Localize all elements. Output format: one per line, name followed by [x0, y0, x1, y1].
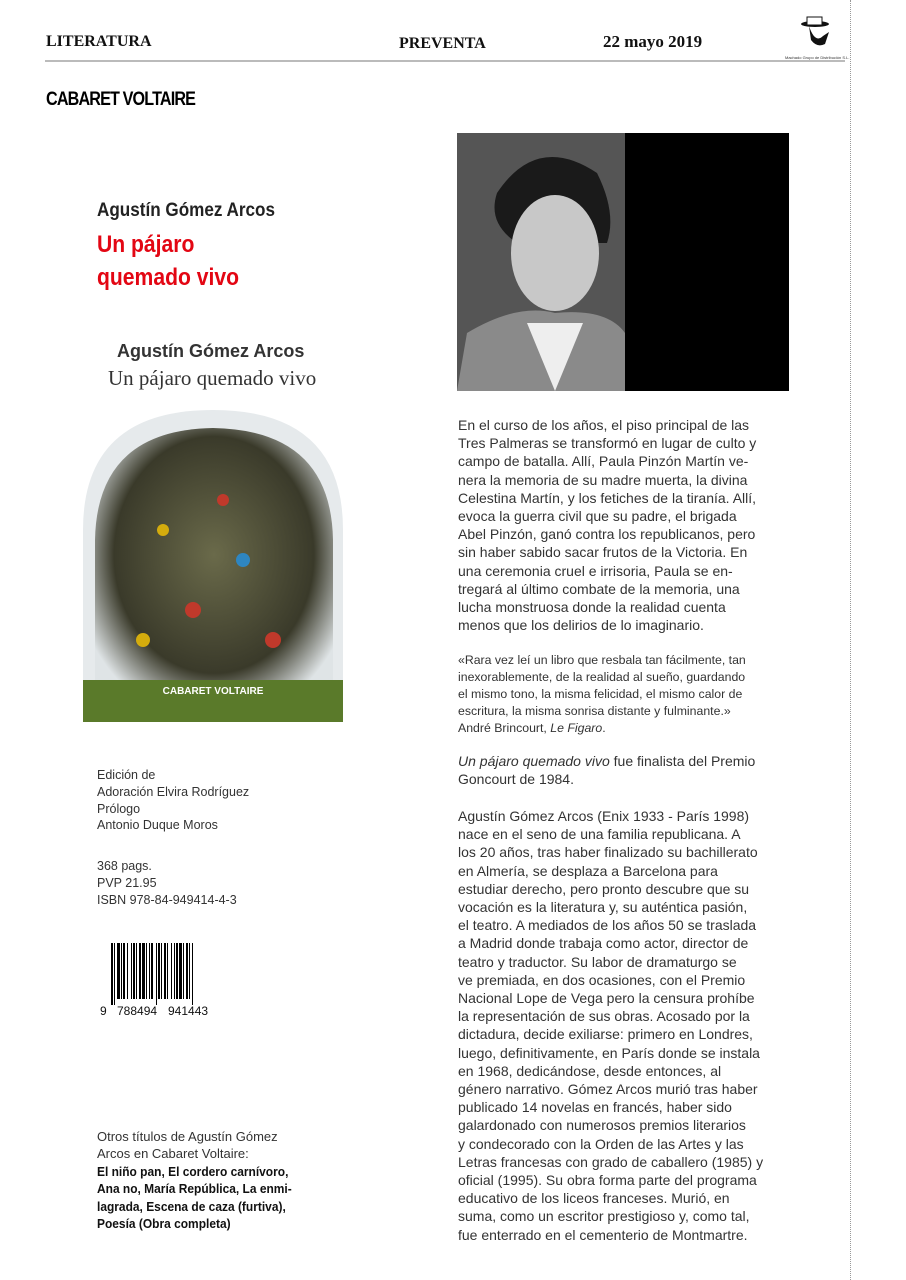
text-line: sin haber sabido sacar frutos de la Victoria. En: [458, 544, 748, 561]
text-line: a Madrid donde trabaja como actor, director de: [458, 935, 749, 952]
synopsis: [458, 416, 788, 634]
text-line: Nacional Lope de Vega pero la censura prohíbe: [458, 990, 755, 1007]
title-line: Un pájaro: [97, 231, 195, 258]
barcode-bar: [189, 943, 190, 999]
text-line: Arcos en Cabaret Voltaire:: [97, 1146, 249, 1162]
text-line: Edición de: [97, 768, 156, 782]
barcode-bar: [179, 943, 182, 999]
text-line: educativo de los liceos franceses. Murió, en: [458, 1190, 730, 1207]
text-line: Otros títulos de Agustín Gómez: [97, 1129, 278, 1144]
other-titles: [97, 1128, 309, 1232]
cover-author: Agustín Gómez Arcos: [117, 341, 305, 361]
text-line: galardonado con numerosos premios literarios: [458, 1117, 746, 1134]
press-quote: «Rara vez leí un libro que resbala tan fácilmente, tan inexorablemente, de la realidad al sueño, guardando el mismo tono, la misma felicidad, el mismo calor de escritura, la misma sonrisa distante y fulminante.» André Brincourt, Le Figaro.: [458, 652, 788, 737]
text-line: Adoración Elvira Rodríguez: [97, 784, 250, 799]
text-line: Ana no, María República, La enmi-: [97, 1181, 292, 1197]
text-line: vocación es la literatura y, su auténtica pasión,: [458, 899, 748, 916]
barcode-bar: [123, 943, 125, 999]
text-line: Agustín Gómez Arcos (Enix 1933 - París 1998): [458, 808, 750, 824]
edition-credits: [97, 767, 249, 834]
quote-publication: Le Figaro: [550, 721, 603, 735]
barcode-bar: [158, 943, 160, 999]
barcode-bar: [136, 943, 137, 999]
text-line: el mismo tono, la misma felicidad, el mismo calor de: [458, 687, 743, 701]
text-line: una ceremonia cruel e irrisoria, Paula se en-: [458, 562, 733, 579]
page-edge-line: [850, 0, 851, 1280]
book-specs: [97, 858, 237, 908]
status-label: PREVENTA: [399, 35, 486, 52]
text-line: evoca la guerra civil que su padre, el brigada: [458, 508, 737, 525]
text-line: tregará al último combate de la memoria, una: [458, 580, 740, 597]
text-line: escritura, la misma sonrisa distante y fulminante.»: [458, 704, 731, 718]
text-line: menos que los delirios de lo imaginario.: [458, 617, 704, 634]
text-line: Celestina Martín, y los fetiches de la tiranía. Allí,: [458, 489, 757, 506]
text-line: campo de batalla. Allí, Paula Pinzón Martín ve-: [458, 453, 749, 470]
distributor-logo: [785, 14, 850, 60]
text-line: género narrativo. Gómez Arcos murió tras haber: [458, 1081, 758, 1098]
svg-text:941443: 941443: [168, 1004, 209, 1018]
bird-dome-illustration: [83, 410, 343, 722]
text-line: lagrada, Escena de caza (furtiva),: [97, 1198, 286, 1214]
barcode-bar: [167, 943, 168, 999]
text-line: en 1968, dedicándose, desde entonces, al: [458, 1062, 722, 1079]
text-line: Tres Palmeras se transformó en lugar de culto y: [458, 435, 757, 452]
barcode-bar: [171, 943, 172, 999]
barcode-icon: [97, 943, 227, 1019]
barcode-bar: [111, 943, 113, 1005]
text-line: Antonio Duque Moros: [97, 818, 218, 833]
text-line: ve premiada, en dos ocasiones, con el Premio: [458, 971, 746, 988]
isbn-barcode: [97, 943, 227, 1019]
barcode-bar: [149, 943, 150, 999]
barcode-bar: [131, 943, 132, 999]
text-line: oficial (1995). Su obra forma parte del programa: [458, 1172, 757, 1189]
text-line: nace en el seno de una familia republicana. A: [458, 826, 741, 843]
text-line: En el curso de los años, el piso principal de las: [458, 417, 750, 433]
author-photo: [457, 133, 789, 391]
barcode-bar: [174, 943, 175, 999]
text-line: la representación de sus obras. Acosado por la: [458, 1008, 750, 1025]
award-note: Un pájaro quemado vivo fue finalista del Premio Goncourt de 1984.: [458, 753, 756, 788]
barcode-bar: [183, 943, 184, 999]
barcode-bar: [151, 943, 153, 999]
book-title: [97, 228, 239, 294]
text-line: dictadura, decide exiliarse: primero en Londres,: [458, 1026, 753, 1043]
text-line: publicado 14 novelas en francés, haber sido: [458, 1099, 732, 1116]
text-line: el teatro. A mediados de los años 50 se traslada: [458, 917, 757, 934]
text-line: Letras francesas con grado de caballero (1985) y: [458, 1153, 764, 1170]
text-line: Poesía (Obra completa): [97, 1216, 231, 1232]
quote-author: André Brincourt,: [458, 721, 551, 735]
award-book-title: Un pájaro quemado vivo: [458, 753, 610, 769]
logo-caption: Machado Grupo de Distribución S.L.: [785, 55, 850, 60]
title-line: quemado vivo: [97, 264, 240, 291]
barcode-bar: [176, 943, 178, 999]
section-label: LITERATURA: [46, 33, 152, 50]
cover-imprint: CABARET VOLTAIRE: [162, 686, 264, 697]
text-line: «Rara vez leí un libro que resbala tan fácilmente, tan: [458, 653, 746, 667]
text-line: los 20 años, tras haber finalizado su bachillerato: [458, 844, 758, 861]
barcode-bar: [127, 943, 128, 999]
text-line: estudiar derecho, pero pronto descubre que su: [458, 880, 750, 897]
cover-title: Un pájaro quemado vivo: [108, 366, 317, 390]
text-line: Prólogo: [97, 801, 141, 816]
text-line: inexorablemente, de la realidad al sueño, guardando: [458, 670, 746, 684]
text-line: PVP 21.95: [97, 875, 157, 890]
text-line: El niño pan, El cordero carnívoro,: [97, 1163, 289, 1179]
text-line: fue enterrado en el cementerio de Montmartre.: [458, 1226, 748, 1243]
text-line: lucha monstruosa donde la realidad cuenta: [458, 599, 726, 616]
svg-text:788494: 788494: [117, 1004, 158, 1018]
release-date: 22 mayo 2019: [603, 32, 703, 51]
barcode-bar: [164, 943, 166, 999]
barcode-bar: [146, 943, 147, 999]
barcode-bar: [121, 943, 122, 999]
barcode-bar: [161, 943, 162, 999]
text-line: y condecorado con la Orden de las Artes y las: [458, 1135, 744, 1152]
barcode-bar: [156, 943, 157, 1005]
cover-image: [83, 410, 343, 722]
publisher-name: CABARET VOLTAIRE: [46, 89, 196, 110]
barcode-bar: [186, 943, 188, 999]
text-line: Abel Pinzón, ganó contra los republicanos, pero: [458, 526, 756, 543]
svg-text:9: 9: [100, 1004, 107, 1018]
hat-man-logo-icon: [785, 14, 845, 54]
barcode-bar: [142, 943, 145, 999]
barcode-bar: [114, 943, 115, 1005]
text-line: 368 pags.: [97, 859, 152, 873]
book-author: Agustín Gómez Arcos: [97, 200, 275, 221]
text-line: suma, como un escritor prestigioso y, como tal,: [458, 1208, 750, 1225]
barcode-bar: [117, 943, 120, 999]
text-line: ISBN 978-84-949414-4-3: [97, 892, 237, 907]
author-biography: [458, 807, 788, 1244]
text-line: luego, definitivamente, en París donde se instala: [458, 1044, 760, 1061]
barcode-bar: [192, 943, 193, 1005]
barcode-bar: [139, 943, 141, 999]
author-portrait-image: [457, 133, 789, 391]
header-divider: [45, 60, 845, 62]
text-line: teatro y traductor. Su labor de dramaturgo se: [458, 953, 737, 970]
barcode-bar: [133, 943, 135, 999]
text-line: nera la memoria de su madre muerta, la divina: [458, 471, 748, 488]
text-line: en Almería, se desplaza a Barcelona para: [458, 862, 718, 879]
